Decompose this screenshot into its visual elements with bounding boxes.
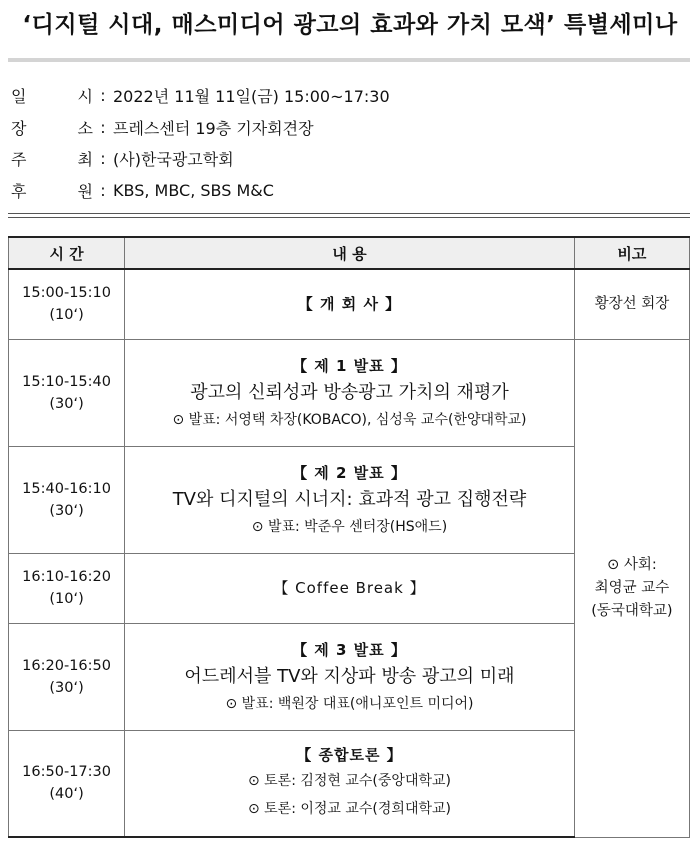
info-row-host — [11, 143, 671, 175]
note-cell-moderator — [574, 339, 689, 837]
time-cell — [9, 269, 125, 339]
table-row — [9, 339, 690, 446]
presenter-line: ⊙ 발표: 서영택 차장(KOBACO), 심성욱 교수(한양대학교) — [172, 411, 527, 428]
schedule-table — [8, 236, 690, 838]
time-range: 15:10-15:40 — [22, 373, 111, 390]
time-cell — [9, 623, 125, 730]
session-heading: 【 제 2 발표 】 — [292, 463, 407, 482]
content-cell — [125, 623, 575, 730]
note-cell — [574, 269, 689, 339]
moderator-name: 최영균 교수 — [594, 579, 670, 596]
presenter-line: ⊙ 발표: 박준우 센터장(HS애드) — [251, 518, 448, 535]
discussant-line: ⊙ 토론: 이정교 교수(경희대학교) — [247, 801, 451, 818]
header-note: 비고 — [574, 237, 689, 269]
info-row-sponsor — [11, 175, 671, 207]
info-label: 장 소 — [11, 118, 93, 138]
header-time: 시 간 — [9, 237, 125, 269]
info-value-host: (사)한국광고학회 — [113, 150, 234, 170]
info-row-venue — [11, 112, 671, 144]
content-cell — [125, 446, 575, 553]
session-title: TV와 디지털의 시너지: 효과적 광고 집행전략 — [172, 488, 527, 510]
info-value-sponsor: KBS, MBC, SBS M&C — [113, 180, 274, 200]
info-colon: : — [100, 180, 106, 200]
session-title: 광고의 신뢰성과 방송광고 가치의 재평가 — [190, 381, 509, 403]
info-colon: : — [100, 117, 106, 137]
page-title: ‘디지털 시대, 매스미디어 광고의 효과와 가치 모색’ 특별세미나 — [22, 12, 678, 38]
session-heading: 【 제 3 발표 】 — [292, 640, 407, 659]
info-divider — [8, 217, 690, 218]
session-heading: 【 제 1 발표 】 — [292, 356, 407, 375]
header-content: 내 용 — [125, 237, 575, 269]
duration: (10‘) — [49, 307, 84, 324]
session-title: 어드레서블 TV와 지상파 방송 광고의 미래 — [184, 665, 515, 687]
info-label: 후 원 — [11, 181, 93, 201]
info-colon: : — [100, 86, 106, 106]
info-colon: : — [100, 149, 106, 169]
title-divider — [8, 58, 690, 62]
content-cell — [125, 730, 575, 837]
session-heading: 【 종합토론 】 — [296, 746, 403, 765]
content-cell — [125, 553, 575, 623]
time-range: 16:20-16:50 — [22, 657, 111, 674]
moderator-label: ⊙ 사회: — [607, 556, 657, 573]
info-value-venue: 프레스센터 19층 기자회견장 — [113, 118, 314, 138]
note-opening: 황장선 회장 — [594, 295, 670, 312]
event-info — [11, 80, 671, 206]
duration: (10‘) — [49, 591, 84, 607]
duration: (30‘) — [49, 502, 84, 519]
info-divider — [8, 213, 690, 214]
table-row — [9, 269, 690, 339]
time-cell — [9, 553, 125, 623]
session-heading: 【 Coffee Break 】 — [273, 579, 426, 597]
time-cell — [9, 446, 125, 553]
time-range: 15:40-16:10 — [22, 480, 111, 497]
info-row-date — [11, 80, 671, 112]
time-range: 16:10-16:20 — [22, 569, 111, 585]
time-cell — [9, 730, 125, 837]
info-value-date: 2022년 11월 11일(금) 15:00~17:30 — [113, 87, 390, 107]
info-label: 주 최 — [11, 150, 93, 170]
table-header-row — [9, 237, 690, 269]
time-cell — [9, 339, 125, 446]
duration: (30‘) — [49, 679, 84, 696]
duration: (30‘) — [49, 395, 84, 412]
info-label: 일 시 — [11, 87, 93, 107]
time-range: 15:00-15:10 — [22, 285, 111, 302]
presenter-line: ⊙ 발표: 백원장 대표(애니포인트 미디어) — [225, 695, 474, 712]
duration: (40‘) — [49, 786, 84, 803]
content-cell — [125, 269, 575, 339]
content-cell — [125, 339, 575, 446]
discussant-line: ⊙ 토론: 김정현 교수(중앙대학교) — [247, 773, 451, 790]
moderator-affiliation: (동국대학교) — [591, 602, 673, 619]
time-range: 16:50-17:30 — [22, 764, 111, 781]
session-heading: 【 개 회 사 】 — [297, 295, 402, 314]
